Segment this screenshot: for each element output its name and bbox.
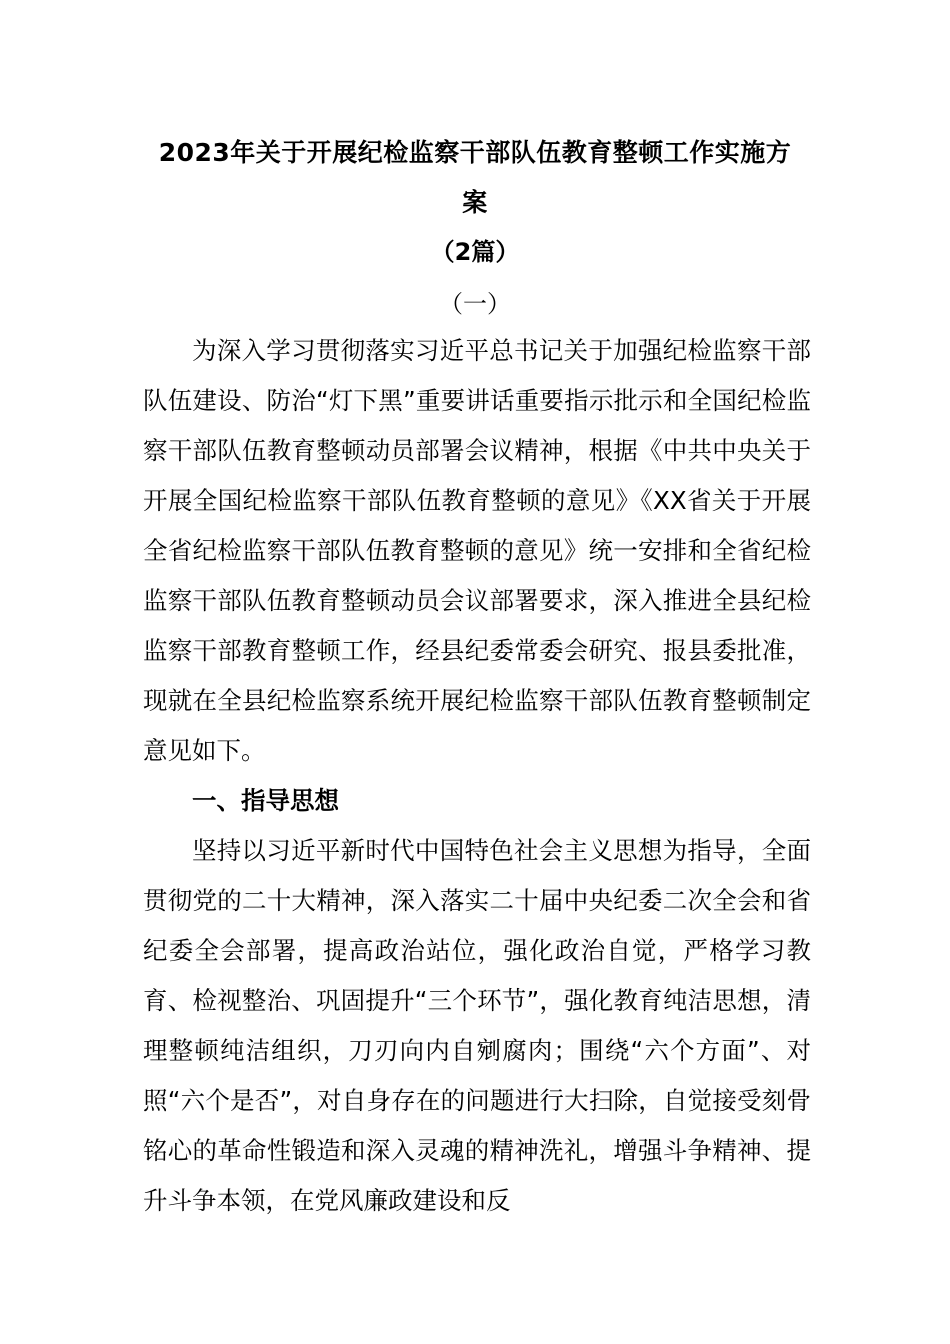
section-paragraph: 坚持以习近平新时代中国特色社会主义思想为指导，全面贯彻党的二十大精神，深入落实二十届中央纪委二次全会和省纪委全会部署，提高政治站位，强化政治自觉，严格学习教育、检视整治、巩固提升“三个环节”，强化教育纯洁思想，清理整顿纯洁组织，刀刃向内自剜腐肉；围绕“六个方面”、对照“六个是否”，对自身存在的问题进行大扫除，自觉接受刻骨铭心的革命性锻造和深入灵魂的精神洗礼，增强斗争精神、提升斗争本领，在党风廉政建设和反 <box>143 836 811 1215</box>
document-body <box>143 326 811 1226</box>
section-heading-guiding-ideology: 一、指导思想 <box>192 786 339 815</box>
intro-paragraph: 为深入学习贯彻落实习近平总书记关于加强纪检监察干部队伍建设、防治“灯下黑”重要讲话重要指示批示和全国纪检监察干部队伍教育整顿动员部署会议精神，根据《中共中央关于开展全国纪检监察干部队伍教育整顿的意见》《XX省关于开展全省纪检监察干部队伍教育整顿的意见》统一安排和全省纪检监察干部队伍教育整顿动员会议部署要求，深入推进全县纪检监察干部教育整顿工作，经县纪委常委会研究、报县委批准，现就在全县纪检监察系统开展纪检监察干部队伍教育整顿制定意见如下。 <box>143 336 811 765</box>
title-block <box>140 128 810 332</box>
document-title-line-2: 案 <box>462 188 488 217</box>
document-count-label: （2篇） <box>430 238 520 266</box>
part-label: （一） <box>439 290 511 318</box>
document-title-line-1: 2023年关于开展纪检监察干部队伍教育整顿工作实施方 <box>158 138 792 167</box>
